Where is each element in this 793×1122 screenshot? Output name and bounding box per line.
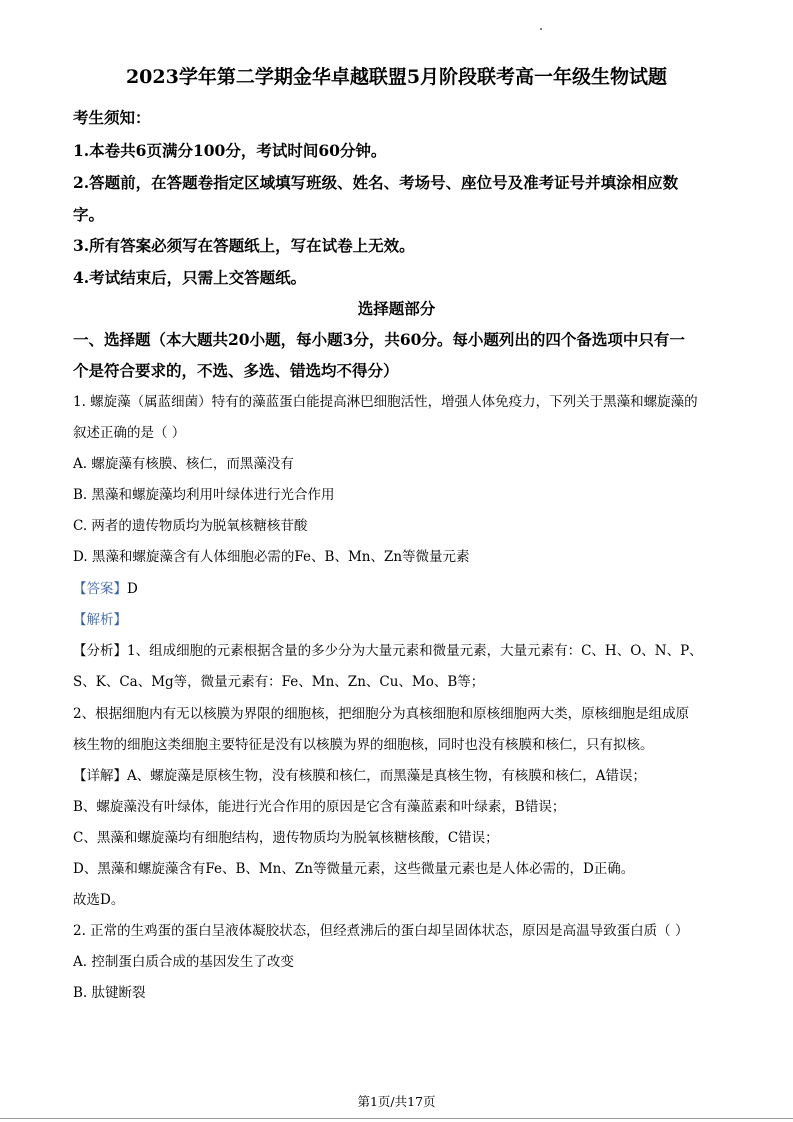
detail-line-2: B、螺旋藻没有叶绿体，能进行光合作用的原因是它含有藻蓝素和叶绿素，B错误； xyxy=(73,799,566,815)
q2-stem: 2. 正常的生鸡蛋的蛋白呈液体凝胶状态，但经煮沸后的蛋白却呈固体状态，原因是高温导致蛋白质（ ） xyxy=(73,923,689,939)
page-number: 第1页/共17页 xyxy=(357,1094,436,1109)
analysis-line-4: 核生物的细胞这类细胞主要特征是没有以核膜为界的细胞核，同时也没有核膜和核仁，只有拟核。 xyxy=(73,737,654,753)
detail-line-3: C、黑藻和螺旋藻均有细胞结构，遗传物质均为脱氧核糖核酸，C错误； xyxy=(73,830,499,846)
q1-option-d: D. 黑藻和螺旋藻含有人体细胞必需的Fe、B、Mn、Zn等微量元素 xyxy=(73,549,470,565)
analysis-line-2: S、K、Ca、Mg等，微量元素有：Fe、Mn、Zn、Cu、Mo、B等； xyxy=(73,674,485,690)
analysis-label: 【解析】 xyxy=(73,612,127,628)
q2-option-b: B. 肽键断裂 xyxy=(73,985,146,1001)
q1-option-b: B. 黑藻和螺旋藻均利用叶绿体进行光合作用 xyxy=(73,487,335,503)
notice-item-3: 3.所有答案必须写在答题纸上，写在试卷上无效。 xyxy=(73,236,415,255)
bottom-rule xyxy=(0,1118,793,1119)
notice-item-2: 2.答题前，在答题卷指定区域填写班级、姓名、考场号、座位号及准考证号并填涂相应数 xyxy=(73,173,679,192)
answer-label: 【答案】 xyxy=(73,581,127,597)
section-title: 选择题部分 xyxy=(357,299,436,318)
notice-item-1: 1.本卷共6页满分100分，考试时间60分钟。 xyxy=(73,141,387,160)
detail-line-4: D、黑藻和螺旋藻含有Fe、B、Mn、Zn等微量元素，这些微量元素也是人体必需的，D正确。 xyxy=(73,861,635,877)
q1-option-a: A. 螺旋藻有核膜、核仁，而黑藻没有 xyxy=(73,456,294,472)
section-heading-line1: 一、选择题（本大题共20小题，每小题3分，共60分。每小题列出的四个备选项中只有一 xyxy=(73,330,685,349)
answer-value: D xyxy=(127,581,138,597)
detail-line-1: 【详解】A、螺旋藻是原核生物，没有核膜和核仁，而黑藻是真核生物，有核膜和核仁，A错误； xyxy=(73,768,646,784)
choose-line: 故选D。 xyxy=(73,892,125,908)
q1-option-c: C. 两者的遗传物质均为脱氧核糖核苷酸 xyxy=(73,518,308,534)
analysis-line-1: 【分析】1、组成细胞的元素根据含量的多少分为大量元素和微量元素，大量元素有：C、H、O、N、P、 xyxy=(73,643,703,659)
section-heading-line2: 个是符合要求的，不选、多选、错选均不得分） xyxy=(73,361,399,380)
notice-item-4: 4.考试结束后，只需上交答题纸。 xyxy=(73,268,307,287)
page-title: 2023学年第二学期金华卓越联盟5月阶段联考高一年级生物试题 xyxy=(125,66,668,88)
notice-heading: 考生须知： xyxy=(73,108,151,127)
notice-item-2-cont: 字。 xyxy=(73,205,105,224)
q1-stem-line1: 1. 螺旋藻（属蓝细菌）特有的藻蓝蛋白能提高淋巴细胞活性，增强人体免疫力，下列关于黑藻和螺旋藻的 xyxy=(73,394,698,410)
q1-stem-line2: 叙述正确的是（ ） xyxy=(73,425,186,441)
scan-dot xyxy=(540,28,542,30)
analysis-line-3: 2、根据细胞内有无以核膜为界限的细胞核，把细胞分为真核细胞和原核细胞两大类，原核细胞是组成原 xyxy=(73,706,690,722)
q2-option-a: A. 控制蛋白质合成的基因发生了改变 xyxy=(73,954,294,970)
q1-answer xyxy=(73,577,138,597)
